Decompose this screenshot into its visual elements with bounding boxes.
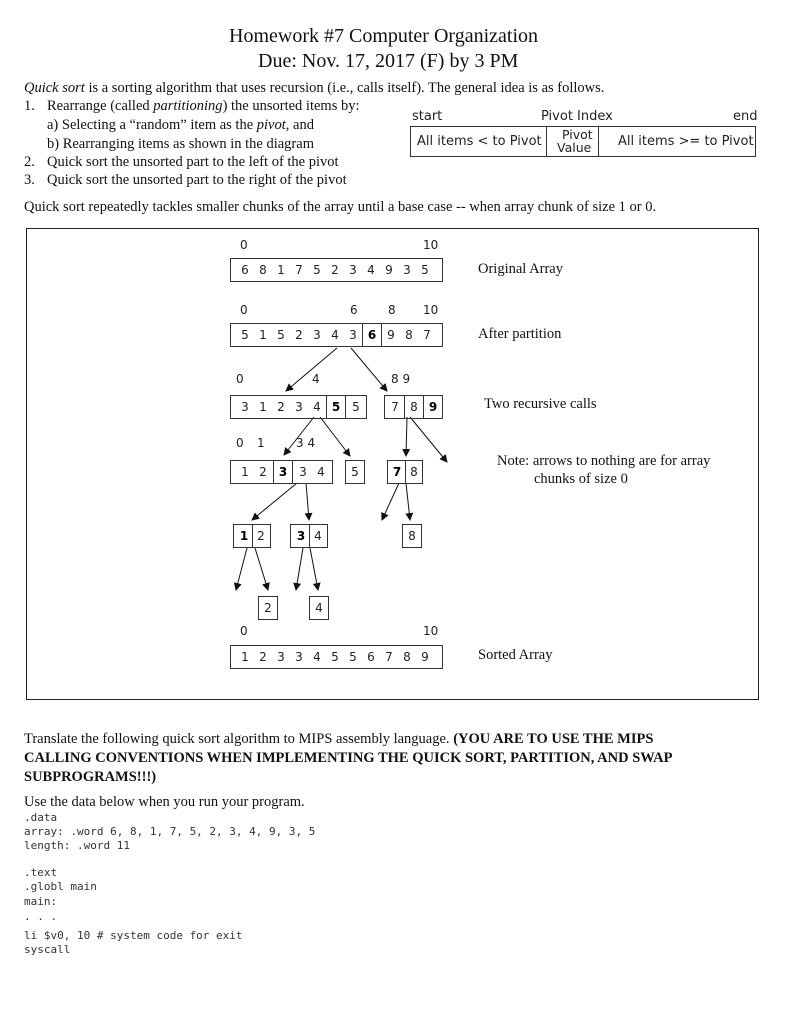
recursive-calls-label: Two recursive calls [484,396,597,412]
partition-label: After partition [478,326,562,342]
step-text: ) the unsorted items by: [222,98,360,114]
list-item: Quick sort the unsorted part to the right of the pivot [47,172,347,188]
array-cell: 7 [385,650,393,664]
instructions-emphasis: (YOU ARE TO USE THE MIPS [453,731,654,747]
array-cell: 8 [403,650,411,664]
code-line: li $v0, 10 # system code for exit [24,929,243,942]
array-cell: 2 [259,465,267,479]
sorted-array-label: Sorted Array [478,647,553,663]
subarray [258,596,278,620]
array-cell: 5 [349,650,357,664]
right-subarray [384,395,443,419]
pivot-diagram-left: All items < to Pivot [417,134,542,149]
array-cell: 9 [421,650,429,664]
code-line: .globl main [24,880,97,893]
pivot-diagram-right: All items >= to Pivot [618,134,754,149]
array-cell: 4 [331,328,339,342]
subarray [309,596,329,620]
step-number: 2. [24,154,35,170]
array-cell: 3 [277,650,285,664]
sorted-array [230,645,443,669]
pivot-cell: 3 [278,465,288,479]
list-item [47,98,359,115]
index-label: 0 [240,238,248,252]
subarray [345,460,365,484]
array-cell: 3 [349,328,357,342]
array-cell: 3 [349,263,357,277]
pivot-diagram-box [410,126,756,157]
subarray [230,460,333,484]
array-cell: 2 [264,601,272,615]
intro-paragraph [24,80,604,97]
array-cell: 7 [423,328,431,342]
array-cell: 6 [367,650,375,664]
code-line: length: .word 11 [24,839,130,852]
pivot-cell: 1 [239,529,249,543]
index-label: 8 9 [391,372,411,386]
array-cell: 2 [259,650,267,664]
array-cell: 1 [259,400,267,414]
code-line: array: .word 6, 8, 1, 7, 5, 2, 3, 4, 9, 3, 5 [24,825,316,838]
list-item: Quick sort the unsorted part to the left of the pivot [47,154,339,170]
array-cell: 8 [405,328,413,342]
array-cell: 3 [295,650,303,664]
subarray [387,460,423,484]
array-cell: 2 [331,263,339,277]
pivot-cell: 6 [367,328,377,342]
list-item: b) Rearranging items as shown in the diagram [47,136,314,152]
array-cell: 8 [410,465,418,479]
array-cell: 4 [315,601,323,615]
array-cell: 3 [403,263,411,277]
pivot-diagram-start: start [412,109,443,124]
intro-term: Quick sort [24,80,85,96]
index-label: 1 [257,436,265,450]
instructions-line-2: CALLING CONVENTIONS WHEN IMPLEMENTING THE QUICK SORT, PARTITION, AND SWAP [24,750,673,766]
page-title: Homework #7 Computer Organization [229,25,539,47]
step-text: a) Selecting a “random” item as the [47,117,257,133]
index-label: 10 [423,238,439,252]
array-cell: 5 [241,328,249,342]
subarray [402,524,422,548]
list-item [47,117,314,134]
left-subarray [230,395,367,419]
array-cell: 9 [385,263,393,277]
array-cell: 3 [295,400,303,414]
pivot-cell: 3 [296,529,306,543]
code-line: .data [24,811,58,824]
array-cell: 5 [277,328,285,342]
code-line: .text [24,866,58,879]
pivot-diagram-end: end [733,109,758,124]
subarray [233,524,271,548]
index-label: 8 [388,303,396,317]
array-cell: 4 [367,263,375,277]
note-text: chunks of size 0 [534,471,628,487]
code-line: syscall [24,943,71,956]
index-label: 0 [236,436,244,450]
index-label: 10 [423,624,439,638]
array-cell: 1 [241,465,249,479]
step-text: Rearrange (called [47,98,154,114]
pivot-cell: 5 [331,400,341,414]
array-cell: 6 [241,263,249,277]
index-label: 4 [312,372,320,386]
step-term: partitioning [153,98,223,114]
pivot-diagram-pivot-1: Pivot [562,127,593,142]
array-cell: 2 [277,400,285,414]
index-label: 0 [236,372,244,386]
instructions-line-3: SUBPROGRAMS!!!) [24,769,157,785]
index-label: 6 [350,303,358,317]
array-cell: 9 [387,328,395,342]
code-line: main: [24,895,58,908]
array-cell: 5 [331,650,339,664]
original-array-label: Original Array [478,261,563,277]
array-cell: 1 [259,328,267,342]
array-cell: 2 [295,328,303,342]
pivot-cell: 7 [392,465,402,479]
code-line: . . . [24,910,58,923]
array-cell: 3 [313,328,321,342]
intro-text: is a sorting algorithm that uses recursion (i.e., calls itself). The general idea is as follows. [84,80,605,96]
array-cell: 2 [257,529,265,543]
data-note: Use the data below when you run your program. [24,794,305,810]
array-cell: 5 [421,263,429,277]
array-cell: 3 [241,400,249,414]
array-cell: 5 [352,400,360,414]
subarray [290,524,328,548]
step-text: , and [285,117,314,133]
array-cell: 4 [313,400,321,414]
array-cell: 7 [391,400,399,414]
index-label: 3 4 [296,436,316,450]
list-item [24,98,35,115]
instructions-line-1 [24,731,653,748]
index-label: 0 [240,624,248,638]
array-cell: 3 [299,465,307,479]
array-cell: 4 [313,650,321,664]
note-text: Note: arrows to nothing are for array [497,453,711,469]
array-cell: 4 [317,465,325,479]
array-cell: 4 [314,529,322,543]
pivot-cell: 9 [428,400,438,414]
step-number: 1. [24,98,35,114]
original-array [230,258,443,282]
index-label: 10 [423,303,439,317]
pivot-diagram-index: Pivot Index [541,109,613,124]
base-case-text: Quick sort repeatedly tackles smaller chunks of the array until a base case -- when array chunk of size 1 or 0. [24,199,657,215]
array-cell: 7 [295,263,303,277]
array-cell: 8 [410,400,418,414]
array-cell: 5 [351,465,359,479]
index-label: 0 [240,303,248,317]
array-cell: 8 [408,529,416,543]
partitioned-array [230,323,443,347]
array-cell: 1 [241,650,249,664]
step-term: pivot [256,117,286,133]
array-cell: 1 [277,263,285,277]
instructions-text: Translate the following quick sort algorithm to MIPS assembly language. [24,731,454,747]
array-cell: 5 [313,263,321,277]
pivot-diagram-pivot-2: Value [557,140,592,155]
due-date: Due: Nov. 17, 2017 (F) by 3 PM [258,50,519,72]
array-cell: 8 [259,263,267,277]
step-number: 3. [24,172,35,188]
